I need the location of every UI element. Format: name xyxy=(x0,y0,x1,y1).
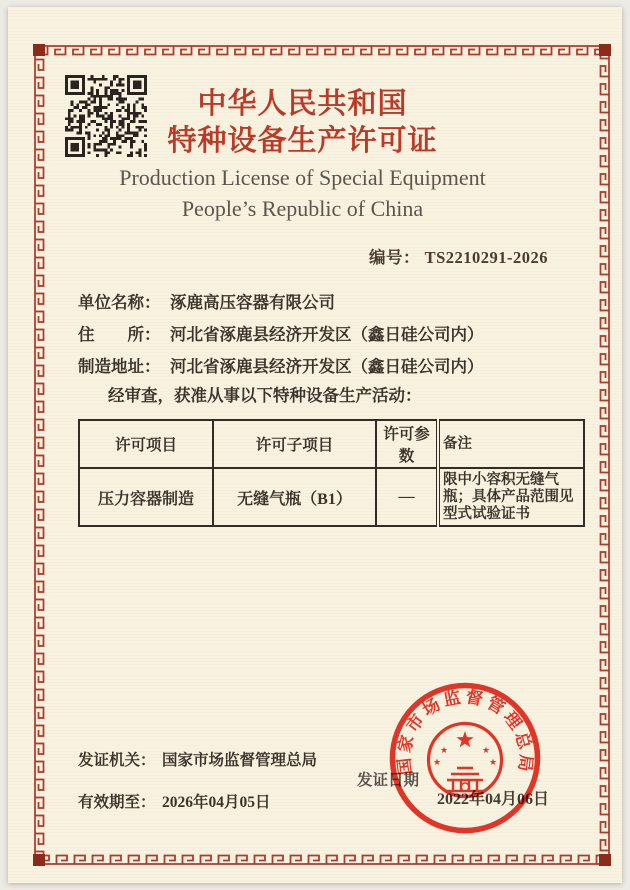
china-national-emblem-icon xyxy=(429,724,502,797)
cell-sub-item: 无缝气瓶（B1） xyxy=(213,468,376,526)
address-value: 河北省涿鹿县经济开发区（鑫日硅公司内） xyxy=(170,325,484,344)
issue-date-value: 2022年04月06日 xyxy=(437,791,550,808)
header-parameter: 许可参数 xyxy=(376,420,438,468)
company-info xyxy=(78,292,588,388)
official-seal xyxy=(387,680,543,836)
cell-parameter: — xyxy=(376,468,438,526)
valid-until-label: 有效期至： xyxy=(78,794,156,811)
issuer-row xyxy=(78,748,317,770)
cell-item: 压力容器制造 xyxy=(79,468,213,526)
company-name-label: 单位名称： xyxy=(78,293,161,312)
license-number-label: 编号： xyxy=(368,248,420,267)
title-english-1: Production License of Special Equipment xyxy=(119,165,486,190)
small-star-icon: ★ xyxy=(432,757,442,767)
factory-address-label: 制造地址： xyxy=(78,357,161,376)
header-remark: 备注 xyxy=(438,420,584,468)
approval-statement: 经审查，获准从事以下特种设备生产活动： xyxy=(108,386,422,405)
cell-remark: 限中小容积无缝气瓶；具体产品范围见型式试验证书 xyxy=(438,468,584,526)
issue-date-label: 发证日期 xyxy=(357,772,420,789)
valid-until-row xyxy=(78,790,271,812)
issuer-value: 国家市场监督管理总局 xyxy=(162,752,318,769)
info-row-company xyxy=(78,292,588,314)
license-scope-table xyxy=(78,419,585,527)
table-row xyxy=(79,468,584,526)
address-label: 住 所： xyxy=(78,325,161,344)
license-number-value: TS2210291-2026 xyxy=(424,248,548,267)
table-header-row xyxy=(79,420,584,468)
info-row-factory xyxy=(78,356,588,378)
small-star-icon: ★ xyxy=(488,757,498,767)
small-star-icon: ★ xyxy=(439,745,449,755)
company-name-value: 涿鹿高压容器有限公司 xyxy=(170,293,335,312)
header-item: 许可项目 xyxy=(79,420,213,468)
title-block xyxy=(30,86,575,222)
title-country: 中华人民共和国 xyxy=(197,88,408,120)
small-star-icon: ★ xyxy=(481,745,491,755)
valid-until-value: 2026年04月05日 xyxy=(162,794,271,811)
license-number-row xyxy=(0,244,548,268)
title-english-2: People’s Republic of China xyxy=(181,196,424,221)
info-row-address xyxy=(78,324,588,346)
header-sub-item: 许可子项目 xyxy=(213,420,376,468)
issuer-label: 发证机关： xyxy=(78,752,156,769)
seal-text: 国家市场监督管理总局 xyxy=(394,687,536,776)
title-license: 特种设备生产许可证 xyxy=(167,125,438,157)
factory-address-value: 河北省涿鹿县经济开发区（鑫日硅公司内） xyxy=(170,357,484,376)
